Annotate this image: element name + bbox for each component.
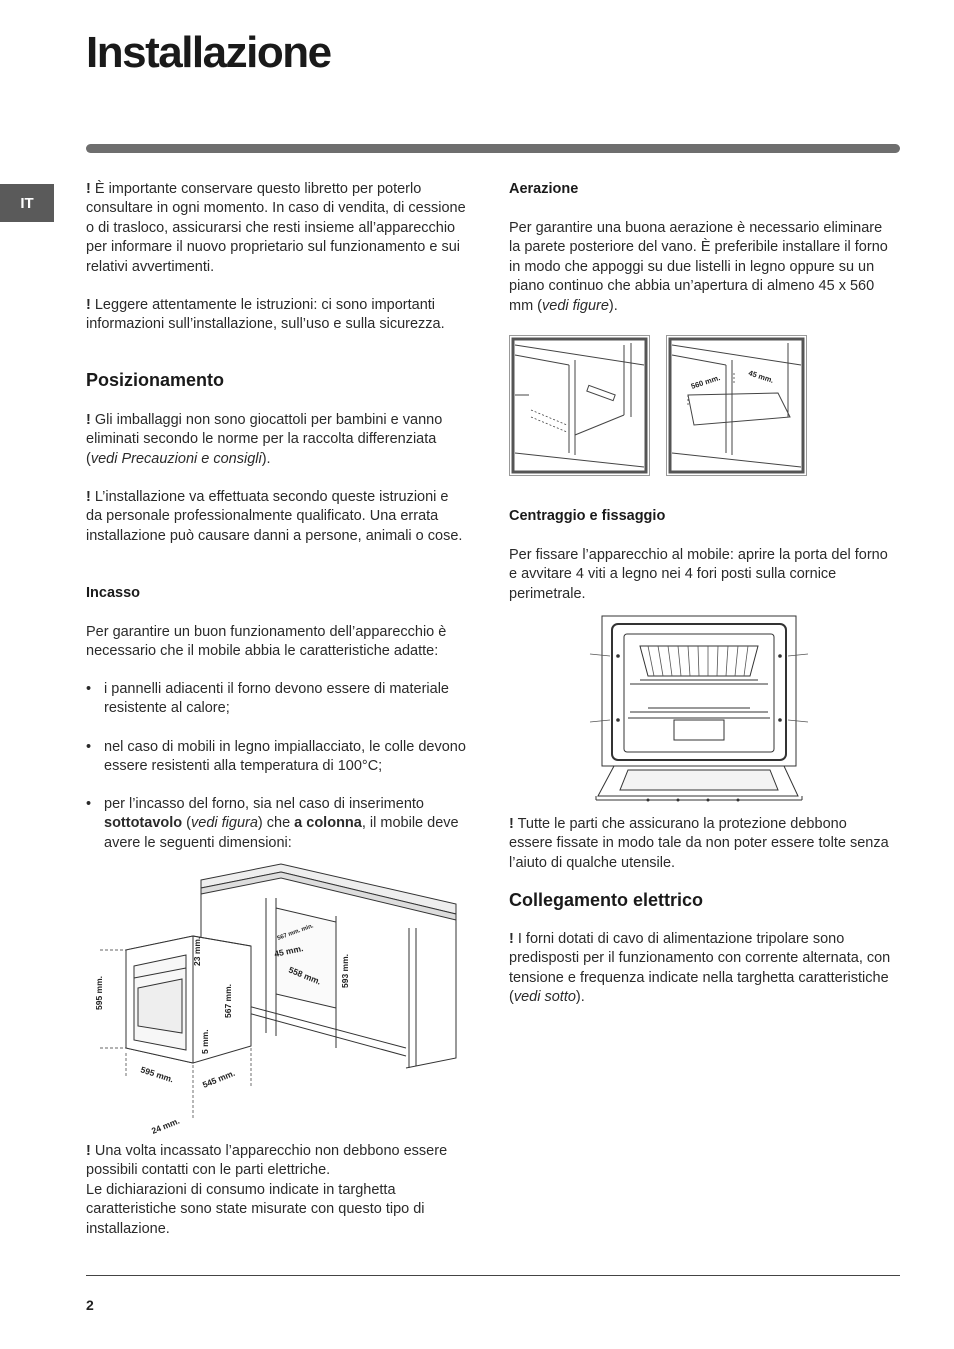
dimension-label-595-vertical: 595 mm. <box>94 975 104 1010</box>
warning-mark: ! <box>86 297 91 313</box>
closing-paragraph <box>86 1142 466 1239</box>
text-run: ). <box>261 450 271 467</box>
text-run: Per garantire una buona aerazione è necessario eliminare la parete posteriore del vano. È preferibile installare il forno in modo che appoggi su due listelli in legno oppure su un piano continuo che abbia un’apertura di almeno 45 x 560 mm ( <box>509 220 888 314</box>
text-run: ). <box>575 989 585 1006</box>
footer-divider <box>86 1275 900 1276</box>
reference-link-text: vedi Precauzioni e consigli <box>90 450 262 467</box>
dimension-label-545: 545 mm. <box>201 1067 237 1090</box>
dimension-label-560: 560 mm. <box>689 373 722 391</box>
dimension-label-595-horizontal: 595 mm. <box>139 1064 175 1085</box>
section-heading-posizionamento: Posizionamento <box>86 370 225 390</box>
incasso-paragraph <box>86 623 466 662</box>
dimension-label-24: 24 mm. <box>150 1115 181 1136</box>
dimension-label-45: 45 mm. <box>747 368 775 385</box>
dimension-label-23: 23 mm. <box>192 936 202 966</box>
dimension-label-5: 5 mm. <box>200 1029 210 1054</box>
text-run: , il mobile deve avere le seguenti dimensioni: <box>104 815 459 851</box>
text-run: Gli imballaggi non sono giocattoli per bambini e vanno eliminati secondo le norme per la raccolta differenziata ( <box>86 412 443 467</box>
text-run: I forni dotati di cavo di alimentazione tripolare sono predisposti per il funzionamento con corrente alternata, con tensione e frequenza indicate nella targhetta caratteristiche ( <box>509 931 891 1006</box>
warning-mark: ! <box>509 931 514 947</box>
text-run: ( <box>182 815 191 832</box>
dimension-label-593: 593 mm. <box>340 953 350 988</box>
warning-mark: ! <box>86 489 91 505</box>
bullet-marker: • <box>86 739 92 755</box>
text-run: a colonna <box>294 815 362 832</box>
text-run: Per fissare l’apparecchio al mobile: aprire la porta del forno e avvitare 4 viti a legno nei 4 fori posti sulla cornice perimetrale. <box>509 547 888 602</box>
subheading-centraggio: Centraggio e fissaggio <box>509 508 666 524</box>
intro-paragraph-2 <box>86 296 466 335</box>
text-run: L’installazione va effettuata secondo queste istruzioni e da personale professionalmente qualificato. Una errata installazione può causare danni a persone, animali o cose. <box>86 489 463 544</box>
page-number: 2 <box>86 1297 94 1313</box>
text-run: ) che <box>257 815 295 832</box>
text-run: ). <box>608 297 618 314</box>
centering-paragraph <box>509 546 894 604</box>
text-run: Le dichiarazioni di consumo indicate in targhetta caratteristiche sono state misurate con questo tipo di installazione. <box>86 1181 425 1237</box>
subheading-incasso: Incasso <box>86 585 140 601</box>
aeration-figure-2 <box>666 335 808 477</box>
dimension-label-45: 45 mm. <box>273 943 305 959</box>
warning-mark: ! <box>86 412 91 428</box>
text-run: vedi sotto <box>513 989 576 1006</box>
warning-mark: ! <box>86 1143 91 1159</box>
text-run: sottotavolo <box>104 815 183 832</box>
language-tab: IT <box>0 184 54 222</box>
positioning-paragraph-2 <box>86 488 466 546</box>
page-title: Installazione <box>86 28 331 77</box>
text-run: nel caso di mobili in legno impiallacciato, le colle devono essere resistenti alla temperatura di 100°C; <box>104 739 466 775</box>
positioning-paragraph-1 <box>86 411 466 469</box>
protection-paragraph <box>509 815 894 873</box>
header-divider <box>86 144 900 153</box>
list-item <box>86 680 464 719</box>
warning-mark: ! <box>86 181 91 197</box>
dimension-label-567: 567 mm. <box>223 983 233 1018</box>
dimension-label-567-min: 567 mm. min. <box>276 923 315 942</box>
intro-text-2: Leggere attentamente le istruzioni: ci sono importanti informazioni sull’installazione, sull’uso e sulla sicurezza. <box>86 297 445 333</box>
aeration-paragraph <box>509 219 894 316</box>
intro-paragraph-1 <box>86 180 466 277</box>
text-run: i pannelli adiacenti il forno devono essere di materiale resistente al calore; <box>104 681 449 717</box>
aeration-figure-1 <box>509 335 651 477</box>
text-run: Per garantire un buon funzionamento dell’apparecchio è necessario che il mobile abbia le caratteristiche adatte: <box>86 624 447 660</box>
dimension-label-558: 558 mm. <box>287 964 323 987</box>
list-item <box>86 738 484 777</box>
installation-dimensions-diagram <box>86 858 466 1140</box>
bullet-marker: • <box>86 796 92 812</box>
list-item <box>86 795 484 853</box>
text-run: Tutte le parti che assicurano la protezione debbono essere fissate in modo tale da non poter essere tolte senza l’aiuto di qualche utensile. <box>509 816 889 871</box>
text-run: vedi figure <box>542 297 609 314</box>
oven-front-diagram <box>588 612 810 808</box>
text-run: per l’incasso del forno, sia nel caso di inserimento <box>104 796 424 812</box>
section-heading-collegamento: Collegamento elettrico <box>509 890 704 910</box>
intro-text-1: È importante conservare questo libretto per poterlo consultare in ogni momento. In caso di vendita, di cessione o di trasloco, assicurarsi che resti insieme all’apparecchio per informare il nuovo proprietario sul funzionamento e sui relativi avvertimenti. <box>86 181 466 275</box>
text-run: Una volta incassato l’apparecchio non debbono essere possibili contatti con le parti elettriche. <box>86 1143 448 1179</box>
electrical-paragraph <box>509 930 894 1008</box>
text-run: vedi figura <box>191 815 258 832</box>
subheading-aerazione: Aerazione <box>509 181 579 197</box>
warning-mark: ! <box>509 816 514 832</box>
bullet-marker: • <box>86 681 92 697</box>
